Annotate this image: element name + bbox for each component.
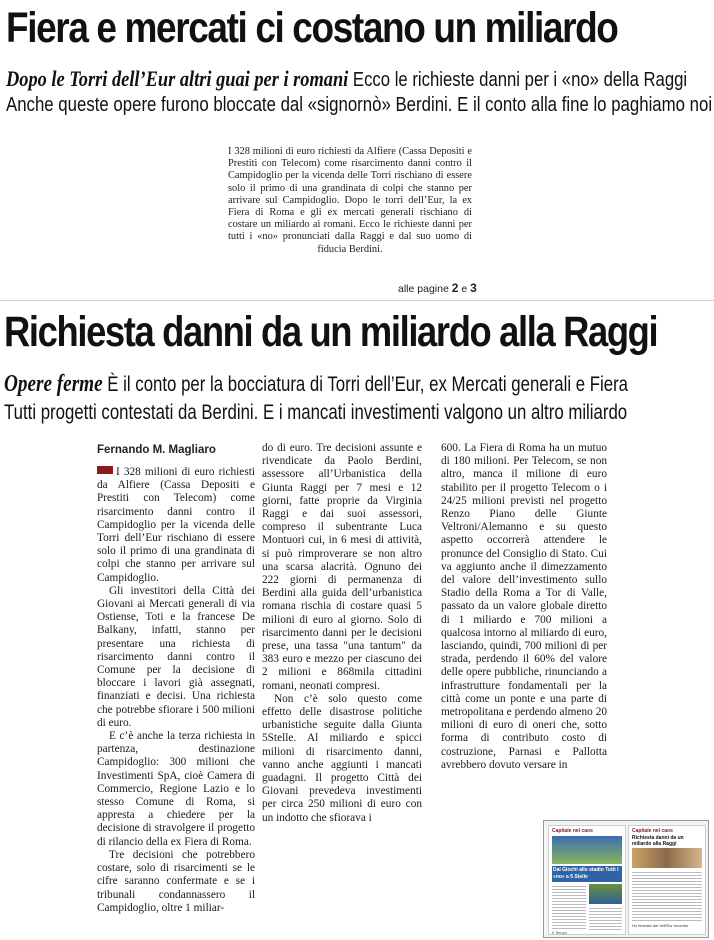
thumbnail-photo <box>552 836 622 864</box>
top-subhead-kicker: Dopo le Torri dell’Eur altri guai per i romani <box>6 66 349 91</box>
top-subhead-line1 <box>6 66 687 93</box>
paragraph-text: I 328 milioni di euro richiesti da Alfiere (Cassa Depositi e Prestiti con Telecom) come risarcimento danni contro il Campidoglio per la vicenda delle Torri dell’Eur rischiano di essere solo il primo di una grandinata di colpi che stanno per arrivare sul Campidoglio. <box>97 466 255 584</box>
thumbnail-text-block <box>632 870 702 922</box>
lead-marker <box>97 466 113 474</box>
top-headline: Fiera e mercati ci costano un miliardo <box>6 4 618 52</box>
paragraph: Non c’è solo questo come effetto delle disastrose politiche urbanistiche seguite dalla Giunta 5Stelle. Al miliardo e spicci milioni di risarcimento danni, vanno anche aggiunti i mancati guadagni. Il progetto Città dei Giovani prevedeva investimenti per circa 250 milioni di euro con un indotto che sfiorava i <box>262 692 422 824</box>
summary-text: I 328 milioni di euro richiesti da Alfiere (Cassa Depositi e Prestiti con Telecom) come risarcimento danni contro il Campidoglio per la vicenda delle Torri rischiano di essere solo il primo di una grandinata di colpi che stanno per arrivare sul Campidoglio. Dopo le torri dell’Eur, la ex Fiera di Roma e gli ex mercati generali rischiano di costare un miliardo ai romani. Ecco le richieste danni per tutti i «no» pronunciati dalla Raggi e dal suo uomo di fiducia Berdini. <box>228 146 472 255</box>
main-subhead-line1-text: È il conto per la bocciatura di Torri dell’Eur, ex Mercati generali e Fiera <box>102 373 629 396</box>
page-reference-sep: e <box>458 283 471 295</box>
page-number-3: 3 <box>470 281 477 295</box>
main-headline: Richiesta danni da un miliardo alla Raggi <box>4 308 658 356</box>
top-subhead-line2: Anche queste opere furono bloccate dal «signornò» Berdini. E il conto alla fine lo paghiamo noi <box>6 94 713 116</box>
newspaper-pages-thumbnail <box>543 820 709 938</box>
article-column-2 <box>262 442 422 825</box>
article-column-1 <box>97 466 255 915</box>
thumbnail-right-section: Capitale nel caos <box>632 828 673 834</box>
paragraph: E c’è anche la terza richiesta in partenza, destinazione Campidoglio: 300 milioni che Investimenti SpA, cioè Camera di Commercio, Regione Lazio e lo stesso Comune di Roma, si appresta a chiedere per la decisione di stravolgere il progetto di rilancio della ex Fiera di Roma. <box>97 730 255 848</box>
page-reference-prefix: alle pagine <box>398 283 452 295</box>
main-subhead-line1 <box>4 372 628 397</box>
thumbnail-page-left <box>548 825 626 935</box>
byline: Fernando M. Magliaro <box>97 444 216 456</box>
thumbnail-left-headline: Dai Giochi allo stadio Tutti i «no» a 5 Stelle <box>552 866 622 882</box>
top-subhead-line1-text: Ecco le richieste danni per i «no» della Raggi <box>348 69 688 91</box>
thumbnail-photo <box>589 884 622 904</box>
thumbnail-text-block <box>552 884 586 930</box>
thumbnail-text-block <box>589 906 622 930</box>
paragraph: do di euro. Tre decisioni assunte e rivendicate da Paolo Berdini, assessore all’Urbanistica della Giunta Raggi per 7 mesi e 12 giorni, fatte proprie da Virginia Raggi e dai suoi assessori, compreso il subentrante Luca Montuori cui, in 6 mesi di attività, si può rimproverare se non altro una scarsa alacrità. Ognuno dei 222 giorni di permanenza di Berdini alla guida dell’urbanistica romana rischia di costare quasi 5 milioni di euro al giorno. Solo di risarcimento danni per le decisioni prese, una tassa "una tantum" da 383 euro e mezzo per ciascuno dei 2 milioni e 868mila cittadini romani, neonati compresi. <box>262 442 422 692</box>
thumbnail-photo <box>632 848 702 868</box>
main-subhead-line2: Tutti progetti contestati da Berdini. E i mancati investimenti valgono un altro miliardo <box>4 401 628 424</box>
paragraph: Gli investitori della Città dei Giovani ai Mercati generali di via Ostiense, Toti e la francese De Balkany, infatti, stanno per presentare una richiesta di risarcimento danni contro il Comune per la decisione di bloccare i lavori già assegnati, finanziati e decisi. Una richiesta che potrebbe sfiorare i 500 milioni di euro. <box>97 584 255 729</box>
article-column-3 <box>441 442 607 772</box>
main-subhead-kicker: Opere ferme <box>4 371 103 397</box>
thumbnail-left-section: Capitale nel caos <box>552 828 593 834</box>
paragraph: Tre decisioni che potrebbero costare, solo di risarcimenti se le cifre saranno confermate e se i tribunali condannassero il Campidoglio, oltre 1 miliar- <box>97 848 255 914</box>
section-divider <box>0 300 714 301</box>
thumbnail-bottom-text: Ho fermato dei dell’Eur Incontro <box>632 923 689 928</box>
thumbnail-right-headline: Richiesta danni da un miliardo alla Raggi <box>632 835 684 847</box>
page-reference <box>398 281 477 295</box>
paragraph: 600. La Fiera di Roma ha un mutuo di 180 milioni. Per Telecom, se non altro, manca il milione di euro stabilito per il progetto Telecom o i 24/25 milioni previsti nel progetto Renzo Piano delle Giunte Veltroni/Alemanno e su questo aspetto occorrerà attendere le pronunce del Consiglio di Stato. Cui va aggiunto anche il dimezzamento del valore dell’investimento sullo Stadio della Roma a Tor di Valle, passato da un valore globale diretto di 1 miliardo e 700 milioni a qualcosa intorno al miliardo di euro, lasciando, quindi, 700 milioni di per strada, perdendo il 60% del valore delle opere pubbliche, rinunciando a infrastrutture fondamentali per la città come un ponte e una parte di metropolitana e perdendo almeno 20 milioni di euro di oneri che, sotto forma di contributo costo di costruzione, Parnasi e Pallotta avrebbero dovuto versare in <box>441 442 607 771</box>
thumbnail-page-right <box>628 825 706 935</box>
page-number-2: 2 <box>451 281 459 295</box>
thumbnail-footer: Il Tempo <box>552 930 568 935</box>
paragraph <box>97 466 255 585</box>
